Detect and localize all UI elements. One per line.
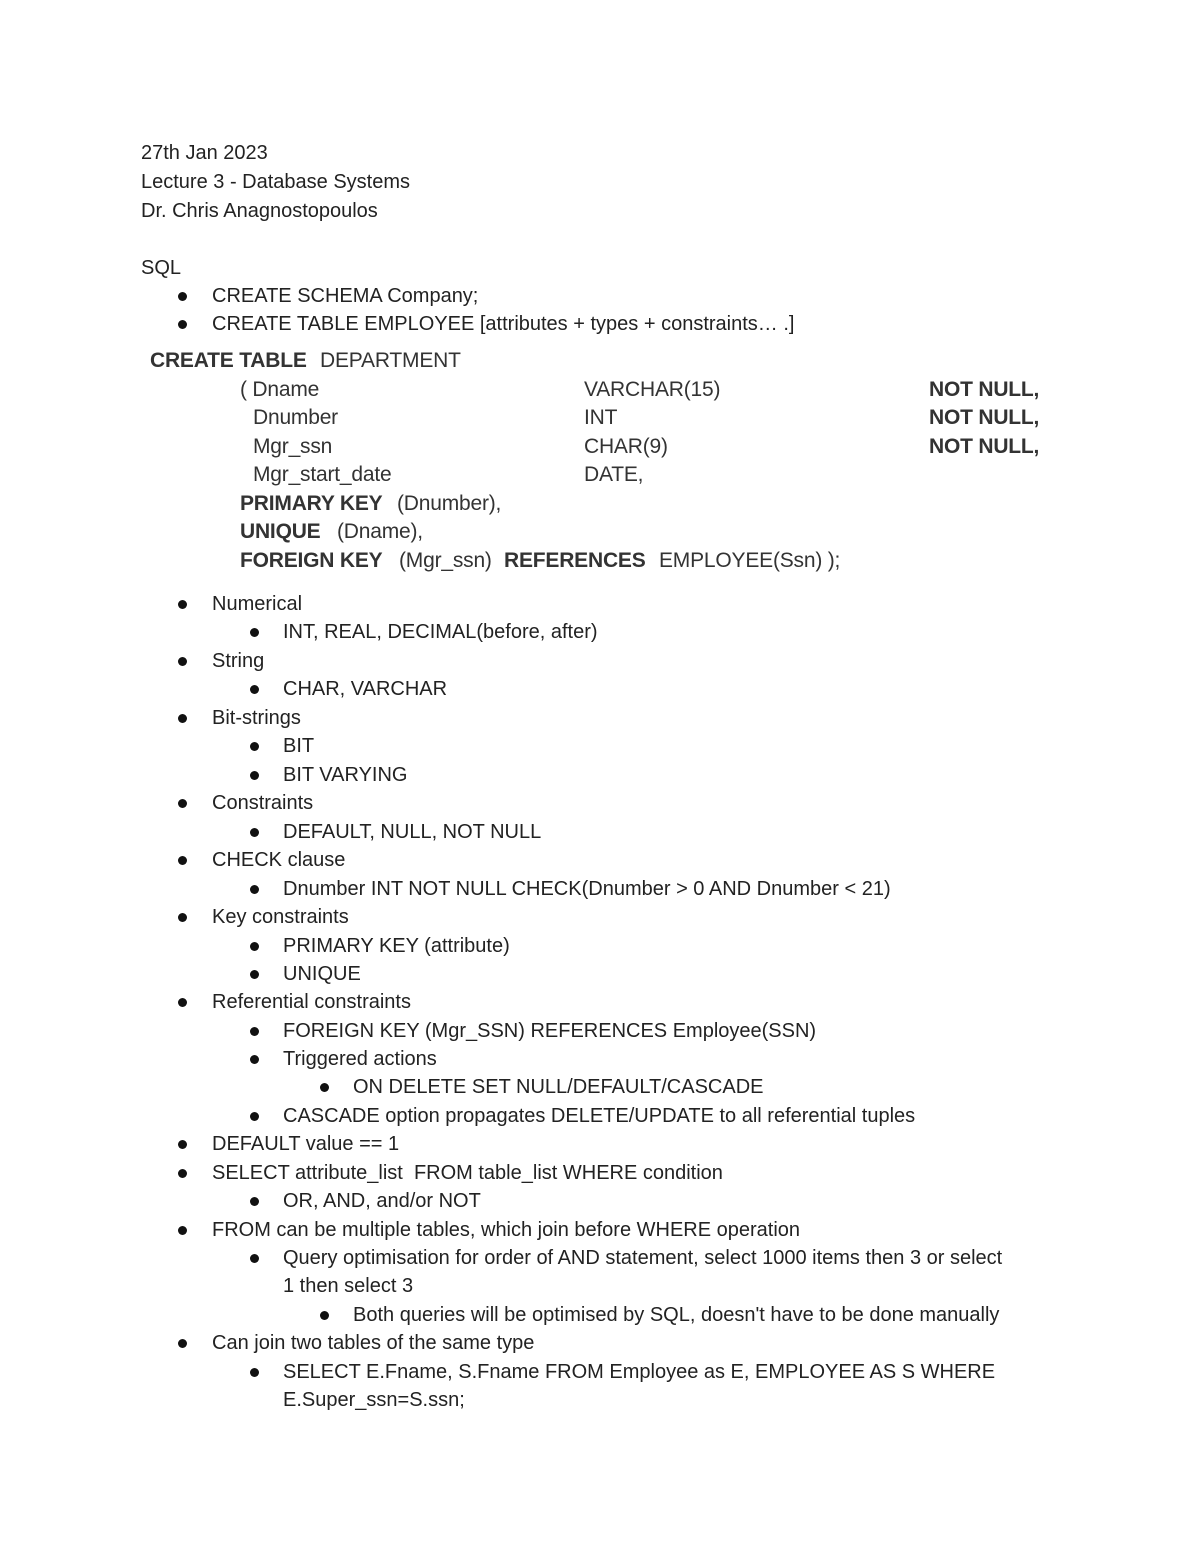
bullet-icon	[178, 998, 187, 1007]
bullet-icon	[250, 1112, 259, 1121]
bullet-icon	[178, 714, 187, 723]
list-item: Can join two tables of the same type	[212, 1332, 535, 1354]
bullet-icon	[250, 1254, 259, 1263]
note-lecture-title: Lecture 3 - Database Systems	[141, 171, 411, 193]
bullet-icon	[250, 970, 259, 979]
bullet-icon	[320, 1083, 329, 1092]
sql-column-name: Mgr_ssn	[253, 435, 333, 458]
sql-keyword-primary-key: PRIMARY KEY	[240, 492, 383, 515]
bullet-icon	[250, 885, 259, 894]
list-item-continuation: E.Super_ssn=S.ssn;	[283, 1389, 465, 1411]
note-date: 27th Jan 2023	[141, 142, 268, 164]
sql-references-arg: EMPLOYEE(Ssn) );	[659, 549, 841, 572]
sql-column-type: VARCHAR(15)	[584, 378, 721, 401]
list-item: Triggered actions	[283, 1048, 437, 1070]
bullet-icon	[178, 320, 187, 329]
bullet-icon	[250, 942, 259, 951]
list-item: SELECT E.Fname, S.Fname FROM Employee as E, EMPLOYEE AS S WHERE	[283, 1361, 996, 1383]
list-item-continuation: 1 then select 3	[283, 1275, 414, 1297]
bullet-icon	[250, 771, 259, 780]
sql-column-type: INT	[584, 406, 618, 429]
sql-table-name: DEPARTMENT	[320, 349, 461, 372]
bullet-icon	[178, 657, 187, 666]
bullet-icon	[178, 856, 187, 865]
sql-column-name: Dnumber	[253, 406, 338, 429]
list-item: Both queries will be optimised by SQL, doesn't have to be done manually	[353, 1304, 1000, 1326]
sql-column-constraint: NOT NULL,	[929, 406, 1040, 429]
list-item: Referential constraints	[212, 991, 411, 1013]
sql-keyword-foreign-key: FOREIGN KEY	[240, 549, 383, 572]
sql-keyword-references: REFERENCES	[504, 549, 646, 572]
list-item: SELECT attribute_list FROM table_list WHERE condition	[212, 1162, 723, 1184]
bullet-icon	[178, 913, 187, 922]
list-item: OR, AND, and/or NOT	[283, 1190, 481, 1212]
list-item: BIT	[283, 735, 315, 757]
bullet-icon	[178, 1339, 187, 1348]
list-item: Constraints	[212, 792, 314, 814]
sql-primary-key-arg: (Dnumber),	[397, 492, 502, 515]
bullet-icon	[178, 1140, 187, 1149]
sql-unique-arg: (Dname),	[337, 520, 423, 543]
section-title: SQL	[141, 257, 182, 279]
list-item: DEFAULT value == 1	[212, 1133, 400, 1155]
sql-column-name: ( Dname	[240, 378, 320, 401]
bullet-icon	[250, 828, 259, 837]
sql-column-constraint: NOT NULL,	[929, 435, 1040, 458]
list-item: UNIQUE	[283, 963, 361, 985]
note-lecturer: Dr. Chris Anagnostopoulos	[141, 200, 378, 222]
bullet-icon	[320, 1311, 329, 1320]
bullet-icon	[250, 1055, 259, 1064]
list-item: CREATE TABLE EMPLOYEE [attributes + types + constraints… .]	[212, 313, 795, 335]
bullet-icon	[250, 742, 259, 751]
list-item: CHECK clause	[212, 849, 346, 871]
sql-column-type: DATE,	[584, 463, 644, 486]
bullet-icon	[250, 1197, 259, 1206]
sql-foreign-key-arg: (Mgr_ssn)	[399, 549, 492, 572]
bullet-icon	[178, 600, 187, 609]
list-item: Key constraints	[212, 906, 349, 928]
list-item: CASCADE option propagates DELETE/UPDATE to all referential tuples	[283, 1105, 916, 1127]
bullet-icon	[250, 1368, 259, 1377]
bullet-icon	[178, 1226, 187, 1235]
list-item: Bit-strings	[212, 707, 301, 729]
list-item: DEFAULT, NULL, NOT NULL	[283, 821, 542, 843]
sql-column-type: CHAR(9)	[584, 435, 668, 458]
bullet-icon	[178, 292, 187, 301]
sql-keyword-unique: UNIQUE	[240, 520, 321, 543]
bullet-icon	[178, 799, 187, 808]
sql-column-constraint: NOT NULL,	[929, 378, 1040, 401]
list-item: PRIMARY KEY (attribute)	[283, 935, 510, 957]
list-item: ON DELETE SET NULL/DEFAULT/CASCADE	[353, 1076, 764, 1098]
sql-column-name: Mgr_start_date	[253, 463, 392, 486]
bullet-icon	[250, 685, 259, 694]
list-item: CHAR, VARCHAR	[283, 678, 448, 700]
list-item: CREATE SCHEMA Company;	[212, 285, 479, 307]
list-item: INT, REAL, DECIMAL(before, after)	[283, 621, 598, 643]
list-item: Numerical	[212, 593, 303, 615]
list-item: BIT VARYING	[283, 764, 408, 786]
list-item: FROM can be multiple tables, which join before WHERE operation	[212, 1219, 801, 1241]
bullet-icon	[250, 1027, 259, 1036]
list-item: FOREIGN KEY (Mgr_SSN) REFERENCES Employee(SSN)	[283, 1020, 817, 1042]
sql-keyword-create-table: CREATE TABLE	[150, 349, 307, 372]
bullet-icon	[178, 1169, 187, 1178]
bullet-icon	[250, 628, 259, 637]
list-item: Query optimisation for order of AND statement, select 1000 items then 3 or select	[283, 1247, 1003, 1269]
list-item: Dnumber INT NOT NULL CHECK(Dnumber > 0 AND Dnumber < 21)	[283, 878, 891, 900]
sql-create-table-example	[148, 343, 1068, 578]
list-item: String	[212, 650, 265, 672]
